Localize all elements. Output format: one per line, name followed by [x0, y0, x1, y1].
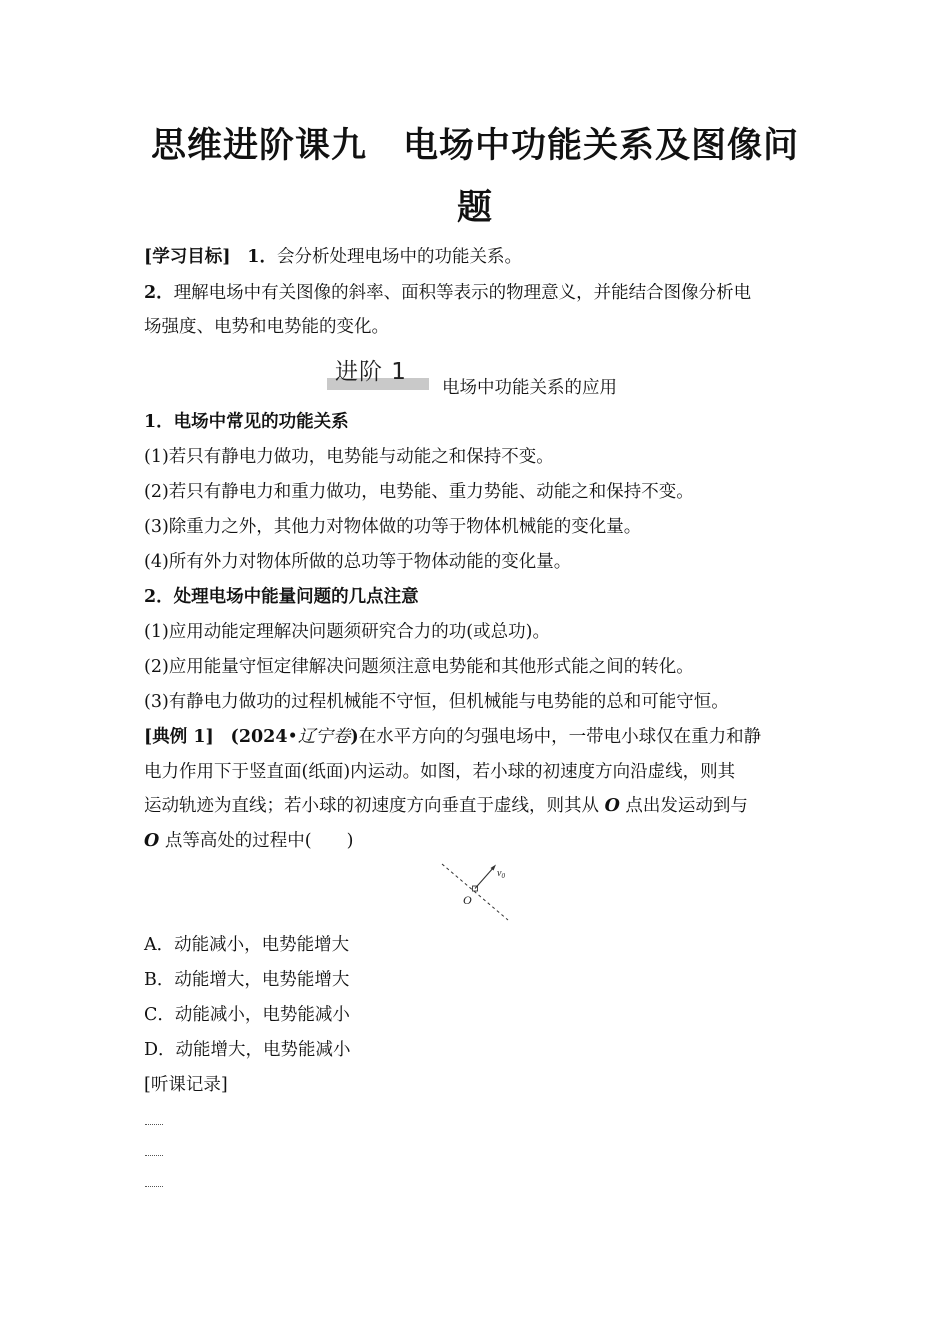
objective-1-number: 1． — [247, 247, 277, 267]
objective-1-text: 会分析处理电场中的功能关系。 — [276, 247, 522, 267]
section-title: 电场中功能关系的应用 — [442, 378, 617, 398]
objective-2-continuation: 场强度、电势和电势能的变化。 — [144, 317, 389, 337]
part1-item-1: (1)若只有静电力做功，电势能与动能之和保持不变。 — [144, 447, 554, 467]
example-source-dot: • — [287, 727, 298, 747]
option-d: D．动能增大，电势能减小 — [144, 1040, 351, 1060]
example-line3 — [144, 794, 814, 818]
example-line4-text: 点等高处的过程中( ) — [159, 831, 354, 851]
page-title-line1: 思维进阶课九 电场中功能关系及图像问 — [150, 126, 799, 166]
part1-item-4: (4)所有外力对物体所做的总功等于物体动能的变化量。 — [144, 552, 572, 572]
objectives-line2 — [144, 281, 814, 305]
part1-item-3: (3)除重力之外，其他力对物体做的功等于物体机械能的变化量。 — [144, 517, 642, 537]
objectives-line1 — [144, 245, 814, 269]
option-b: B．动能增大，电势能增大 — [144, 970, 350, 990]
objective-2-text: 理解电场中有关图像的斜率、面积等表示的物理意义，并能结合图像分析电 — [173, 283, 752, 303]
notes-label: [听课记录] — [144, 1075, 228, 1095]
option-c: C．动能减小，电势能减小 — [144, 1005, 350, 1025]
part2-item-3: (3)有静电力做功的过程机械能不守恒，但机械能与电势能的总和可能守恒。 — [144, 692, 729, 712]
v0-letter: v — [497, 868, 502, 879]
example-source-open: (2024 — [230, 727, 288, 747]
part2-item-2: (2)应用能量守恒定律解决问题须注意电势能和其他形式能之间的转化。 — [144, 657, 694, 677]
note-line-3 — [145, 1184, 163, 1187]
page-title-line2: 题 — [456, 188, 493, 228]
option-a: A．动能减小，电势能增大 — [144, 935, 350, 955]
example-line1 — [144, 725, 814, 749]
note-line-2 — [145, 1153, 163, 1156]
note-line-1 — [145, 1122, 163, 1125]
v0-subscript: 0 — [501, 872, 505, 880]
example-source-name: 辽宁卷 — [297, 727, 351, 747]
example-line4 — [144, 829, 814, 853]
example-source-close: ) — [350, 727, 359, 747]
objectives-label: [学习目标] — [144, 247, 231, 267]
example-label: [典例 1] — [144, 727, 214, 747]
velocity-arrow-shaft — [475, 867, 494, 889]
point-o-label: O — [604, 796, 620, 816]
example-line3-text-b: 点出发运动到与 — [619, 796, 748, 816]
objective-2-number: 2． — [144, 283, 174, 303]
v0-label — [497, 868, 505, 880]
part1-heading: 1．电场中常见的功能关系 — [144, 412, 349, 432]
example-line3-text-a: 运动轨迹为直线；若小球的初速度方向垂直于虚线，则其从 — [144, 796, 605, 816]
point-o-label-2: O — [144, 831, 160, 851]
example-line2: 电力作用下于竖直面(纸面)内运动。如图，若小球的初速度方向沿虚线，则其 — [144, 762, 736, 782]
velocity-diagram — [436, 860, 516, 926]
section-badge — [327, 358, 429, 390]
section-badge-text: 进阶 1 — [335, 359, 407, 385]
example-line1-text: 在水平方向的匀强电场中，一带电小球仅在重力和静 — [358, 727, 762, 747]
figure-o-label: O — [463, 893, 472, 907]
part1-item-2: (2)若只有静电力和重力做功，电势能、重力势能、动能之和保持不变。 — [144, 482, 694, 502]
part2-item-1: (1)应用动能定理解决问题须研究合力的功(或总功)。 — [144, 622, 550, 642]
part2-heading: 2．处理电场中能量问题的几点注意 — [144, 587, 419, 607]
